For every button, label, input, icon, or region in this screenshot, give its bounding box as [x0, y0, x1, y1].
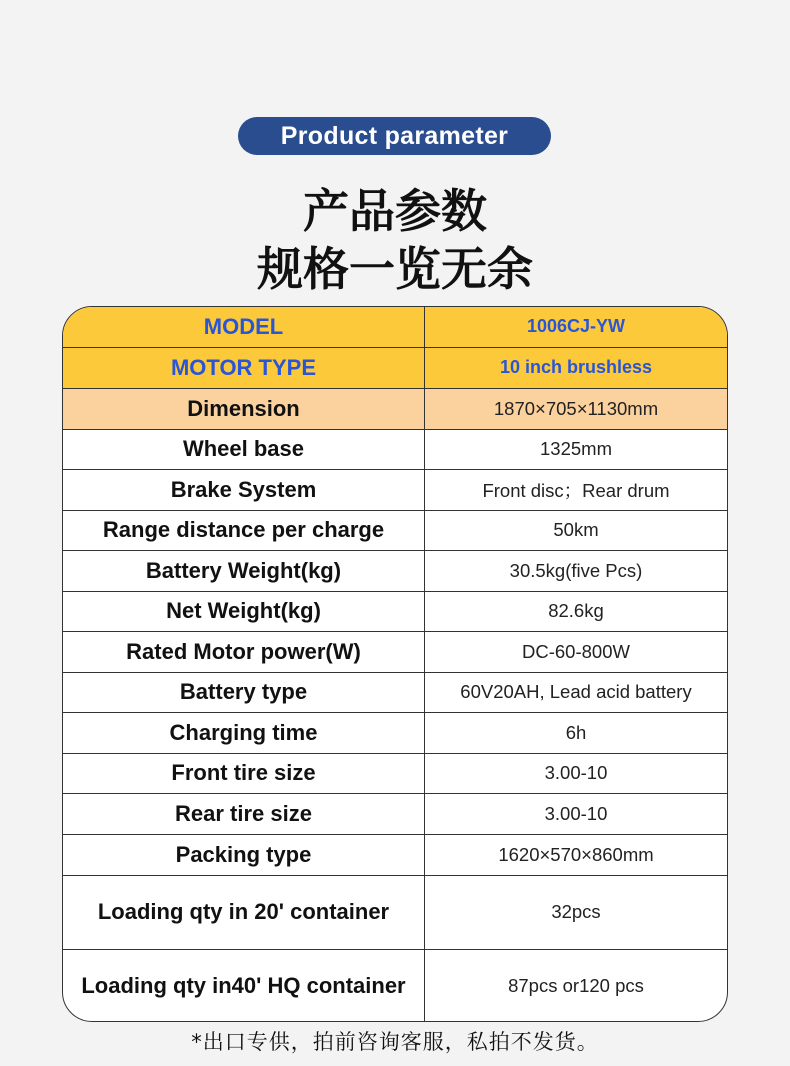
row-value: 10 inch brushless [425, 347, 728, 388]
page-title-line2: 规格一览无余 [257, 242, 533, 296]
row-value: 1006CJ-YW [425, 307, 728, 347]
table-row [63, 834, 727, 875]
table-row [63, 469, 727, 510]
row-key: Loading qty in40' HQ container [63, 949, 425, 1022]
row-key: Net Weight(kg) [63, 591, 425, 631]
table-row [63, 591, 727, 631]
row-key: MODEL [63, 307, 425, 347]
row-value: 60V20AH, Lead acid battery [425, 672, 728, 712]
table-row [63, 347, 727, 388]
row-value: 82.6kg [425, 591, 728, 631]
row-key: Loading qty in 20' container [63, 875, 425, 949]
row-value: 1620×570×860mm [425, 834, 728, 875]
page-title-line1: 产品参数 [303, 184, 487, 238]
table-row [63, 793, 727, 834]
table-row [63, 388, 727, 429]
table-row [63, 672, 727, 712]
table-row [63, 631, 727, 672]
row-key: Rated Motor power(W) [63, 631, 425, 672]
product-parameter-badge: Product parameter [238, 117, 551, 155]
table-row [63, 712, 727, 753]
row-key: MOTOR TYPE [63, 347, 425, 388]
row-value: 50km [425, 510, 728, 550]
row-value: DC-60-800W [425, 631, 728, 672]
row-value: 1870×705×1130mm [425, 388, 728, 429]
row-value: 32pcs [425, 875, 728, 949]
row-value: 1325mm [425, 429, 728, 469]
row-key: Battery type [63, 672, 425, 712]
table-row [63, 875, 727, 949]
row-value: 6h [425, 712, 728, 753]
table-row [63, 307, 727, 347]
table-row [63, 510, 727, 550]
row-value: 87pcs or120 pcs [425, 949, 728, 1022]
row-key: Packing type [63, 834, 425, 875]
row-key: Range distance per charge [63, 510, 425, 550]
row-key: Wheel base [63, 429, 425, 469]
row-key: Charging time [63, 712, 425, 753]
table-row [63, 949, 727, 1022]
disclaimer-note: *出口专供，拍前咨询客服，私拍不发货。 [191, 1030, 599, 1054]
row-key: Rear tire size [63, 793, 425, 834]
row-value: 3.00-10 [425, 793, 728, 834]
table-row [63, 753, 727, 793]
row-key: Front tire size [63, 753, 425, 793]
spec-table [62, 306, 728, 1022]
row-key: Dimension [63, 388, 425, 429]
row-value: 30.5kg(five Pcs) [425, 550, 728, 591]
row-value: 3.00-10 [425, 753, 728, 793]
table-row [63, 550, 727, 591]
table-row [63, 429, 727, 469]
row-value: Front disc；Rear drum [425, 469, 728, 510]
row-key: Battery Weight(kg) [63, 550, 425, 591]
row-key: Brake System [63, 469, 425, 510]
